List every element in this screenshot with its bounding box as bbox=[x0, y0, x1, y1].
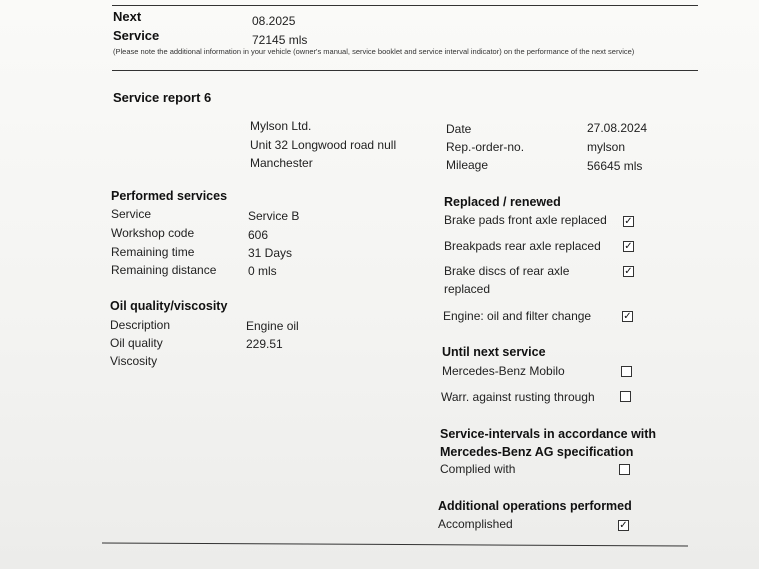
ps-value-workshop-code: 606 bbox=[248, 228, 269, 242]
additional-item-accomplished: Accomplished bbox=[438, 517, 513, 531]
ps-label-remaining-time: Remaining time bbox=[111, 245, 195, 259]
ps-value-remaining-time: 31 Days bbox=[248, 246, 293, 260]
checkbox-mobilo[interactable] bbox=[621, 366, 632, 377]
additional-title: Additional operations performed bbox=[438, 499, 632, 513]
intervals-item-complied: Complied with bbox=[440, 462, 516, 476]
replaced-item-oil-filter: Engine: oil and filter change bbox=[443, 309, 592, 323]
oil-label-description: Description bbox=[110, 318, 171, 332]
until-next-item-mobilo: Mercedes-Benz Mobilo bbox=[442, 364, 565, 378]
service-label: Service bbox=[113, 28, 160, 43]
until-next-item-rust: Warr. against rusting through bbox=[441, 390, 595, 404]
oil-value-description: Engine oil bbox=[246, 319, 299, 333]
oil-label-viscosity: Viscosity bbox=[110, 354, 158, 368]
checkbox-oil-filter[interactable]: ✓ bbox=[623, 311, 632, 322]
workshop-city: Manchester bbox=[250, 156, 313, 170]
until-next-title: Until next service bbox=[442, 345, 546, 359]
replaced-item-front-pads: Brake pads front axle replaced bbox=[444, 213, 607, 227]
replaced-title: Replaced / renewed bbox=[444, 195, 561, 209]
date-label: Date bbox=[446, 122, 472, 136]
ps-label-workshop-code: Workshop code bbox=[111, 226, 195, 240]
next-service-mileage: 72145 mls bbox=[252, 33, 308, 47]
mileage-label: Mileage bbox=[446, 158, 489, 172]
ps-value-remaining-distance: 0 mls bbox=[248, 264, 277, 278]
rep-order-value: mylson bbox=[587, 140, 626, 154]
next-label: Next bbox=[113, 9, 142, 24]
rep-order-label: Rep.-order-no. bbox=[446, 140, 525, 154]
performed-services-title: Performed services bbox=[111, 189, 228, 203]
replaced-item-rear-pads: Breakpads rear axle replaced bbox=[444, 239, 601, 253]
next-service-date: 08.2025 bbox=[252, 14, 296, 28]
mileage-value: 56645 mls bbox=[587, 159, 643, 173]
checkbox-accomplished[interactable]: ✓ bbox=[619, 520, 628, 531]
divider-top bbox=[112, 70, 698, 71]
checkbox-rust[interactable] bbox=[620, 391, 631, 402]
checkbox-rear-discs[interactable]: ✓ bbox=[624, 266, 633, 277]
checkbox-front-pads[interactable]: ✓ bbox=[624, 216, 633, 227]
replaced-item-rear-discs: Brake discs of rear axle bbox=[444, 264, 570, 278]
next-service-note: (Please note the additional information in your vehicle (owner's manual, service booklet and service interval indicator) on the performance of the next service) bbox=[113, 47, 635, 56]
service-report-title: Service report 6 bbox=[113, 90, 212, 105]
intervals-title-line1: Service-intervals in accordance with bbox=[440, 427, 657, 441]
oil-value-quality: 229.51 bbox=[246, 337, 283, 351]
replaced-item-rear-discs-line2: replaced bbox=[444, 282, 491, 296]
checkbox-rear-pads[interactable]: ✓ bbox=[624, 241, 633, 252]
divider-bottom bbox=[102, 542, 688, 546]
ps-value-service: Service B bbox=[248, 209, 300, 223]
ps-label-service: Service bbox=[111, 207, 152, 221]
ps-label-remaining-distance: Remaining distance bbox=[111, 263, 217, 277]
oil-quality-title: Oil quality/viscosity bbox=[110, 299, 228, 313]
intervals-title-line2: Mercedes-Benz AG specification bbox=[440, 445, 634, 459]
workshop-address: Unit 32 Longwood road null bbox=[250, 138, 397, 152]
oil-label-quality: Oil quality bbox=[110, 336, 163, 350]
checkbox-complied[interactable] bbox=[619, 464, 630, 475]
workshop-name: Mylson Ltd. bbox=[250, 119, 312, 133]
date-value: 27.08.2024 bbox=[587, 121, 648, 135]
divider-header bbox=[112, 5, 698, 6]
